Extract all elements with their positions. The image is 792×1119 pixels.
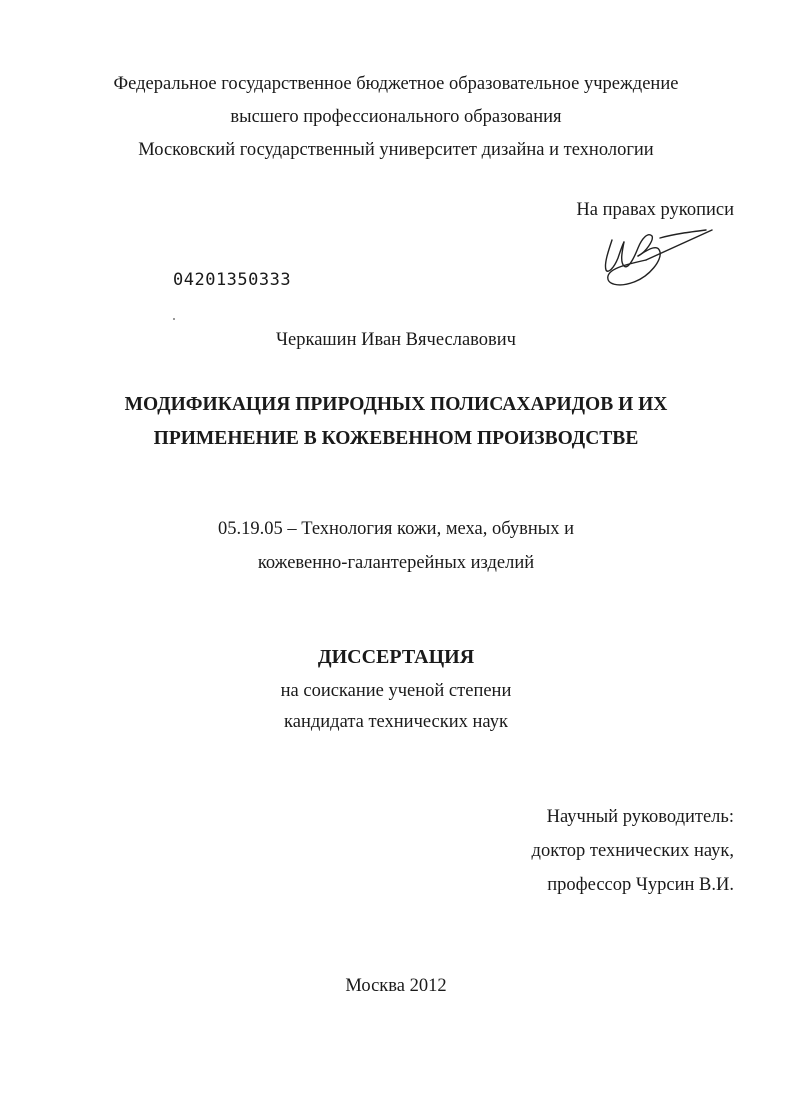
institution-header [0, 70, 792, 164]
supervisor-block [532, 800, 734, 902]
registration-number: 04201350333 [173, 270, 292, 290]
institution-line-2: высшего профессионального образования [230, 107, 562, 127]
dissertation-title [0, 388, 792, 456]
title-line-2: ПРИМЕНЕНИЕ В КОЖЕВЕННОМ ПРОИЗВОДСТВЕ [153, 428, 639, 449]
degree-line-2: кандидата технических наук [284, 712, 508, 732]
specialty [0, 512, 792, 580]
signature-icon [598, 218, 718, 295]
author-name: Черкашин Иван Вячеславович [276, 330, 516, 350]
degree-info [0, 676, 792, 738]
institution-line-3: Московский государственный университет дизайна и технологии [138, 140, 654, 160]
city-year: Москва 2012 [345, 976, 447, 996]
dissertation-heading: ДИССЕРТАЦИЯ [317, 646, 475, 668]
institution-line-1: Федеральное государственное бюджетное образовательное учреждение [113, 74, 679, 94]
supervisor-degree: доктор технических наук, [531, 841, 734, 861]
supervisor-name: профессор Чурсин В.И. [547, 875, 734, 895]
specialty-line-2: кожевенно-галантерейных изделий [257, 553, 535, 573]
degree-line-1: на соискание ученой степени [280, 681, 512, 701]
supervisor-label: Научный руководитель: [546, 807, 734, 827]
manuscript-note: На правах рукописи [576, 200, 734, 220]
scan-dot [173, 318, 175, 320]
title-line-1: МОДИФИКАЦИЯ ПРИРОДНЫХ ПОЛИСАХАРИДОВ И ИХ [124, 394, 668, 415]
specialty-line-1: 05.19.05 – Технология кожи, меха, обувных и [217, 519, 575, 539]
